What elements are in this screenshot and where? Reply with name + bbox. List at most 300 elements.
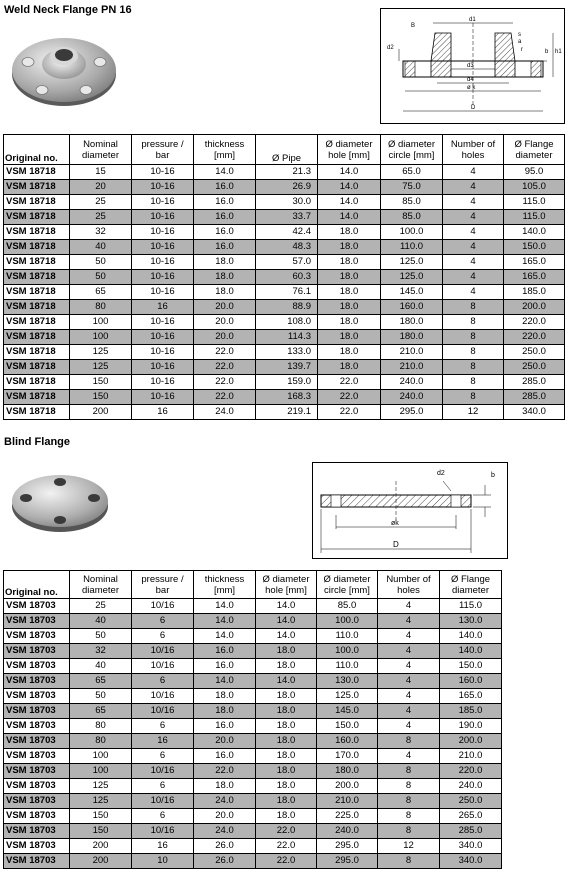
table-row (4, 360, 565, 375)
table-cell: 22.0 (194, 345, 256, 360)
table-cell: 10/16 (132, 704, 194, 719)
table-cell: 240.0 (381, 375, 443, 390)
header-thickness: thickness [mm] (194, 571, 256, 599)
table-cell: 200.0 (440, 734, 502, 749)
table-cell: 18.0 (194, 779, 256, 794)
table-row (4, 854, 502, 869)
table-cell: VSM 18718 (4, 210, 70, 225)
table-cell: 8 (378, 764, 440, 779)
table-cell: 18.0 (194, 704, 256, 719)
table-cell: 76.1 (256, 285, 318, 300)
table-cell: 22.0 (194, 360, 256, 375)
table-cell: 18.0 (318, 240, 381, 255)
table-cell: 6 (132, 809, 194, 824)
table-cell: 240.0 (381, 390, 443, 405)
table-cell: 165.0 (440, 689, 502, 704)
table-cell: 8 (443, 345, 504, 360)
table-cell: 18.0 (194, 285, 256, 300)
table-row (4, 375, 565, 390)
table-cell: 8 (443, 390, 504, 405)
table-row (4, 255, 565, 270)
table-cell: 18.0 (318, 225, 381, 240)
table-cell: 10-16 (132, 180, 194, 195)
table-cell: 240.0 (317, 824, 378, 839)
table-cell: 165.0 (504, 270, 565, 285)
table-cell: VSM 18703 (4, 839, 70, 854)
table-cell: 4 (378, 674, 440, 689)
table-row (4, 839, 502, 854)
label-d2: d2 (387, 45, 394, 51)
table-cell: 18.0 (318, 255, 381, 270)
table-cell: 185.0 (504, 285, 565, 300)
table-cell: 340.0 (440, 839, 502, 854)
table-cell: 10/16 (132, 644, 194, 659)
table-cell: 4 (443, 180, 504, 195)
table-cell: 4 (378, 644, 440, 659)
table-cell: VSM 18703 (4, 644, 70, 659)
table-cell: 8 (443, 375, 504, 390)
table-cell: 250.0 (504, 345, 565, 360)
label-r: r (521, 47, 523, 53)
table-cell: 65.0 (381, 165, 443, 180)
table-row (4, 345, 565, 360)
table-cell: 18.0 (256, 794, 317, 809)
table-cell: 8 (378, 734, 440, 749)
table-row (4, 779, 502, 794)
table-cell: 10-16 (132, 255, 194, 270)
table-cell: 21.3 (256, 165, 318, 180)
table-cell: 210.0 (440, 749, 502, 764)
table-row (4, 210, 565, 225)
table-row (4, 794, 502, 809)
table-cell: 26.0 (194, 839, 256, 854)
table-cell: 180.0 (381, 315, 443, 330)
table-cell: 8 (378, 794, 440, 809)
table-cell: 150 (70, 809, 132, 824)
table-cell: VSM 18718 (4, 240, 70, 255)
table-cell: 14.0 (318, 180, 381, 195)
table-cell: 140.0 (440, 629, 502, 644)
weld-neck-header-row (4, 135, 565, 165)
table-row (4, 165, 565, 180)
table-cell: 14.0 (194, 629, 256, 644)
table-cell: 16.0 (194, 644, 256, 659)
table-cell: 10-16 (132, 375, 194, 390)
table-cell: 10-16 (132, 285, 194, 300)
table-cell: 125 (70, 794, 132, 809)
table-cell: VSM 18718 (4, 360, 70, 375)
table-cell: 12 (443, 405, 504, 420)
table-cell: 14.0 (318, 165, 381, 180)
table-cell: VSM 18703 (4, 674, 70, 689)
header-flange-diameter: Ø Flange diameter (504, 135, 565, 165)
table-cell: VSM 18718 (4, 390, 70, 405)
label-d4: d4 (467, 77, 474, 83)
table-cell: 265.0 (440, 809, 502, 824)
table-cell: 105.0 (504, 180, 565, 195)
table-cell: VSM 18718 (4, 405, 70, 420)
table-cell: 130.0 (317, 674, 378, 689)
table-cell: 125.0 (317, 689, 378, 704)
table-cell: 60.3 (256, 270, 318, 285)
table-cell: 10/16 (132, 689, 194, 704)
table-row (4, 629, 502, 644)
table-cell: VSM 18718 (4, 330, 70, 345)
table-cell: 10-16 (132, 225, 194, 240)
table-cell: 26.0 (194, 854, 256, 869)
table-cell: 10/16 (132, 659, 194, 674)
table-cell: VSM 18718 (4, 315, 70, 330)
label-blind-b: b (491, 472, 495, 479)
table-cell: 4 (378, 659, 440, 674)
table-cell: 200.0 (317, 779, 378, 794)
table-cell: 10/16 (132, 599, 194, 614)
table-cell: 200 (70, 405, 132, 420)
table-row (4, 599, 502, 614)
table-cell: 150.0 (504, 240, 565, 255)
table-cell: VSM 18703 (4, 779, 70, 794)
table-cell: 22.0 (194, 375, 256, 390)
table-cell: 185.0 (440, 704, 502, 719)
table-cell: 4 (378, 689, 440, 704)
header-nominal-diameter: Nominal diameter (70, 135, 132, 165)
table-cell: 22.0 (318, 375, 381, 390)
table-cell: 4 (443, 165, 504, 180)
table-row (4, 195, 565, 210)
table-cell: 10-16 (132, 360, 194, 375)
table-cell: VSM 18703 (4, 614, 70, 629)
table-row (4, 719, 502, 734)
table-cell: 22.0 (194, 764, 256, 779)
table-row (4, 240, 565, 255)
table-cell: 139.7 (256, 360, 318, 375)
table-cell: 15 (70, 165, 132, 180)
table-cell: 10 (132, 854, 194, 869)
table-cell: 4 (378, 719, 440, 734)
table-cell: 10-16 (132, 315, 194, 330)
table-cell: 88.9 (256, 300, 318, 315)
weld-neck-table (3, 134, 565, 420)
table-cell: 6 (132, 719, 194, 734)
table-cell: 10-16 (132, 210, 194, 225)
table-cell: 85.0 (317, 599, 378, 614)
label-D: D (471, 105, 476, 111)
table-cell: 25 (70, 195, 132, 210)
table-cell: 210.0 (317, 794, 378, 809)
table-row (4, 300, 565, 315)
table-cell: 50 (70, 689, 132, 704)
header-hole-diameter: Ø diameter hole [mm] (318, 135, 381, 165)
table-cell: 16.0 (194, 225, 256, 240)
table-cell: 10-16 (132, 390, 194, 405)
table-cell: 85.0 (381, 210, 443, 225)
table-cell: 18.0 (194, 689, 256, 704)
table-cell: 150 (70, 390, 132, 405)
table-cell: 16.0 (194, 719, 256, 734)
table-cell: 18.0 (256, 809, 317, 824)
table-cell: 20.0 (194, 734, 256, 749)
table-cell: 48.3 (256, 240, 318, 255)
table-cell: 340.0 (440, 854, 502, 869)
table-cell: VSM 18718 (4, 285, 70, 300)
label-blind-D: D (393, 540, 399, 549)
table-cell: VSM 18718 (4, 345, 70, 360)
table-cell: 210.0 (381, 345, 443, 360)
table-cell: 125 (70, 360, 132, 375)
table-cell: 4 (443, 210, 504, 225)
table-cell: 200.0 (504, 300, 565, 315)
table-cell: 4 (443, 195, 504, 210)
table-cell: 18.0 (318, 300, 381, 315)
table-cell: 22.0 (318, 405, 381, 420)
table-cell: 295.0 (317, 854, 378, 869)
table-cell: 14.0 (318, 210, 381, 225)
table-cell: 6 (132, 779, 194, 794)
table-cell: 33.7 (256, 210, 318, 225)
table-cell: 4 (378, 629, 440, 644)
header-pipe: Ø Pipe (256, 135, 318, 165)
table-cell: 8 (443, 330, 504, 345)
table-cell: 4 (443, 285, 504, 300)
table-cell: 22.0 (256, 854, 317, 869)
table-row (4, 180, 565, 195)
table-cell: 110.0 (381, 240, 443, 255)
table-cell: 18.0 (256, 764, 317, 779)
table-cell: 85.0 (381, 195, 443, 210)
table-cell: 10/16 (132, 794, 194, 809)
blind-flange-photo (8, 468, 112, 541)
table-cell: 18.0 (256, 749, 317, 764)
table-cell: 22.0 (194, 390, 256, 405)
table-cell: 16.0 (194, 195, 256, 210)
table-cell: 340.0 (504, 405, 565, 420)
header-circle-diameter: Ø diameter circle [mm] (381, 135, 443, 165)
table-cell: 8 (378, 779, 440, 794)
table-cell: 50 (70, 255, 132, 270)
table-cell: VSM 18703 (4, 749, 70, 764)
table-cell: 140.0 (504, 225, 565, 240)
table-row (4, 390, 565, 405)
table-cell: 4 (443, 255, 504, 270)
header-hole-diameter: Ø diameter hole [mm] (256, 571, 317, 599)
table-cell: 14.0 (256, 629, 317, 644)
table-cell: 14.0 (256, 614, 317, 629)
table-cell: 285.0 (504, 390, 565, 405)
table-cell: 12 (378, 839, 440, 854)
label-b: b (545, 49, 549, 55)
table-cell: 100.0 (317, 614, 378, 629)
table-cell: VSM 18703 (4, 599, 70, 614)
table-cell: 14.0 (194, 614, 256, 629)
table-cell: 295.0 (317, 839, 378, 854)
table-row (4, 315, 565, 330)
table-cell: 40 (70, 240, 132, 255)
table-cell: 40 (70, 659, 132, 674)
table-row (4, 644, 502, 659)
table-cell: 30.0 (256, 195, 318, 210)
table-cell: 160.0 (317, 734, 378, 749)
table-cell: 210.0 (381, 360, 443, 375)
table-cell: 18.0 (318, 270, 381, 285)
table-cell: 14.0 (194, 165, 256, 180)
table-cell: VSM 18703 (4, 659, 70, 674)
table-cell: 170.0 (317, 749, 378, 764)
table-cell: VSM 18718 (4, 300, 70, 315)
table-cell: 10-16 (132, 345, 194, 360)
table-cell: 180.0 (317, 764, 378, 779)
table-cell: 65 (70, 285, 132, 300)
table-cell: 100 (70, 764, 132, 779)
table-cell: VSM 18703 (4, 824, 70, 839)
table-cell: 159.0 (256, 375, 318, 390)
table-cell: 115.0 (440, 599, 502, 614)
header-pressure: pressure / bar (132, 571, 194, 599)
table-cell: 20.0 (194, 300, 256, 315)
table-row (4, 270, 565, 285)
table-cell: 24.0 (194, 794, 256, 809)
table-cell: 16 (132, 405, 194, 420)
table-cell: 25 (70, 210, 132, 225)
table-cell: VSM 18703 (4, 629, 70, 644)
table-cell: 18.0 (256, 644, 317, 659)
table-row (4, 659, 502, 674)
table-cell: 150 (70, 824, 132, 839)
table-cell: 240.0 (440, 779, 502, 794)
label-s: s (518, 32, 521, 38)
table-cell: 32 (70, 225, 132, 240)
blind-flange-table (3, 570, 502, 869)
table-cell: 225.0 (317, 809, 378, 824)
table-cell: 110.0 (317, 659, 378, 674)
table-cell: 18.0 (256, 704, 317, 719)
label-d1: d1 (469, 17, 476, 23)
table-cell: 10-16 (132, 240, 194, 255)
table-cell: 20 (70, 180, 132, 195)
table-cell: 18.0 (256, 779, 317, 794)
table-cell: 32 (70, 644, 132, 659)
table-cell: 180.0 (381, 330, 443, 345)
table-cell: 65 (70, 674, 132, 689)
table-cell: VSM 18703 (4, 764, 70, 779)
table-cell: 20.0 (194, 330, 256, 345)
blind-flange-title: Blind Flange (4, 436, 70, 448)
table-cell: VSM 18718 (4, 375, 70, 390)
table-cell: 57.0 (256, 255, 318, 270)
table-row (4, 330, 565, 345)
table-cell: 6 (132, 629, 194, 644)
table-cell: 18.0 (194, 255, 256, 270)
table-cell: 150.0 (440, 659, 502, 674)
table-cell: 65 (70, 704, 132, 719)
weld-neck-drawing (380, 8, 565, 124)
table-cell: 22.0 (318, 390, 381, 405)
table-cell: 10-16 (132, 165, 194, 180)
table-cell: 95.0 (504, 165, 565, 180)
table-row (4, 704, 502, 719)
table-cell: 114.3 (256, 330, 318, 345)
table-cell: 18.0 (256, 734, 317, 749)
table-cell: 16 (132, 734, 194, 749)
table-cell: 220.0 (504, 330, 565, 345)
table-cell: 4 (378, 704, 440, 719)
table-cell: 100 (70, 330, 132, 345)
table-cell: 42.4 (256, 225, 318, 240)
table-cell: 80 (70, 300, 132, 315)
header-thickness: thickness [mm] (194, 135, 256, 165)
table-cell: 6 (132, 614, 194, 629)
table-cell: 165.0 (504, 255, 565, 270)
table-cell: 25 (70, 599, 132, 614)
table-cell: 75.0 (381, 180, 443, 195)
header-original-no: Original no. (4, 571, 70, 599)
table-cell: 200 (70, 854, 132, 869)
table-cell: 125 (70, 779, 132, 794)
label-B: B (411, 23, 416, 29)
header-circle-diameter: Ø diameter circle [mm] (317, 571, 378, 599)
header-flange-diameter: Ø Flange diameter (440, 571, 502, 599)
table-cell: 108.0 (256, 315, 318, 330)
table-cell: 18.0 (318, 330, 381, 345)
label-blind-k: øk (391, 520, 399, 527)
table-cell: VSM 18703 (4, 704, 70, 719)
table-cell: 50 (70, 629, 132, 644)
blind-header-row (4, 571, 502, 599)
table-row (4, 285, 565, 300)
table-cell: 133.0 (256, 345, 318, 360)
table-cell: 8 (443, 360, 504, 375)
table-cell: 10/16 (132, 824, 194, 839)
table-cell: 125 (70, 345, 132, 360)
table-cell: 110.0 (317, 629, 378, 644)
table-cell: 24.0 (194, 405, 256, 420)
table-cell: 160.0 (440, 674, 502, 689)
table-cell: 4 (378, 614, 440, 629)
table-cell: 18.0 (194, 270, 256, 285)
table-cell: 18.0 (256, 659, 317, 674)
header-nominal-diameter: Nominal diameter (70, 571, 132, 599)
table-cell: VSM 18703 (4, 794, 70, 809)
table-cell: VSM 18703 (4, 854, 70, 869)
table-cell: 145.0 (381, 285, 443, 300)
table-row (4, 749, 502, 764)
table-cell: VSM 18718 (4, 225, 70, 240)
table-cell: 18.0 (318, 345, 381, 360)
table-cell: 100.0 (317, 644, 378, 659)
table-cell: 22.0 (256, 824, 317, 839)
table-cell: 4 (443, 225, 504, 240)
table-cell: 14.0 (194, 599, 256, 614)
weld-neck-title: Weld Neck Flange PN 16 (4, 4, 132, 16)
table-cell: 40 (70, 614, 132, 629)
table-cell: 115.0 (504, 195, 565, 210)
table-cell: 140.0 (440, 644, 502, 659)
table-cell: 4 (378, 599, 440, 614)
table-cell: 14.0 (194, 674, 256, 689)
table-cell: 16.0 (194, 749, 256, 764)
table-cell: 18.0 (318, 360, 381, 375)
table-cell: 160.0 (381, 300, 443, 315)
table-cell: 14.0 (318, 195, 381, 210)
table-cell: 22.0 (256, 839, 317, 854)
table-cell: 4 (443, 270, 504, 285)
table-cell: 20.0 (194, 809, 256, 824)
label-blind-d2: d2 (437, 470, 445, 477)
table-row (4, 734, 502, 749)
table-cell: 10-16 (132, 195, 194, 210)
table-cell: VSM 18718 (4, 180, 70, 195)
table-cell: 18.0 (318, 285, 381, 300)
table-cell: 150.0 (317, 719, 378, 734)
